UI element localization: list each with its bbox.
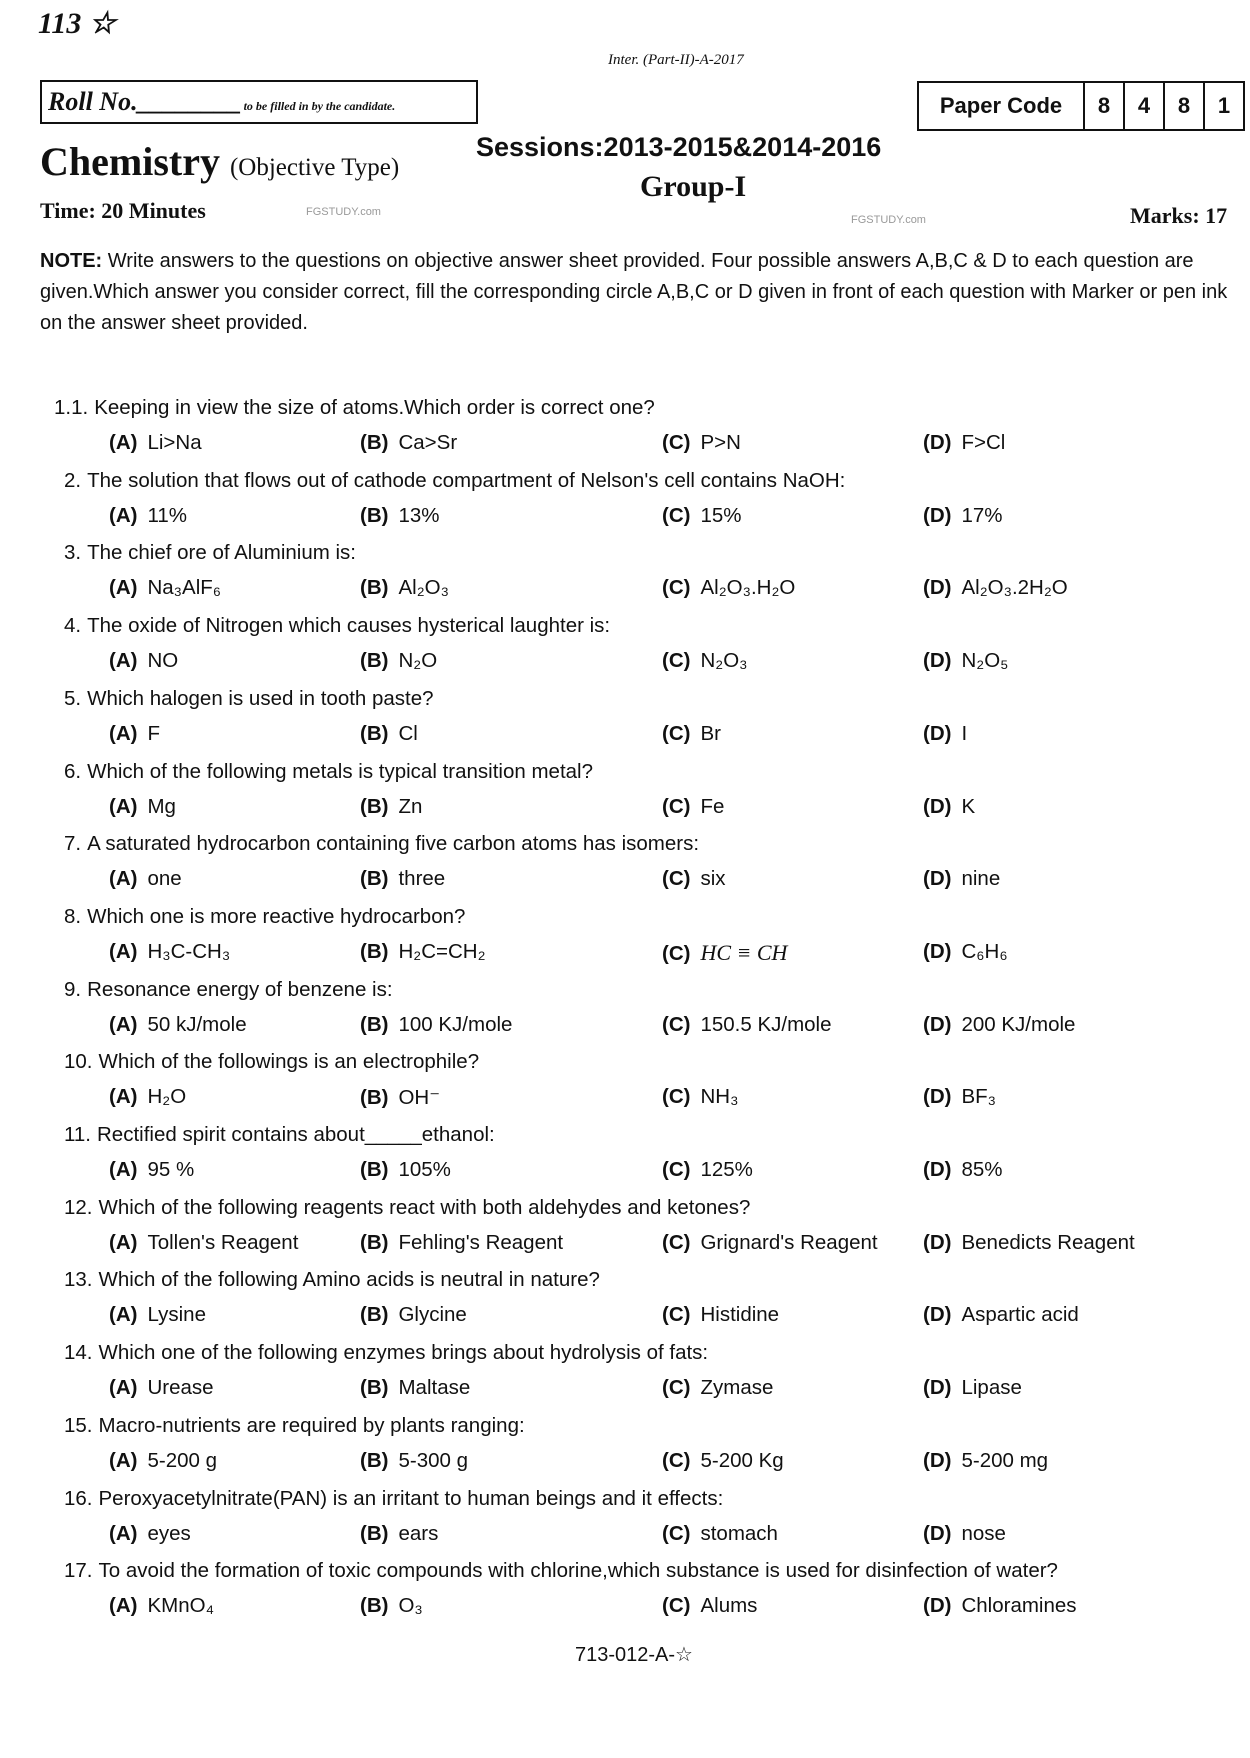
option-text: Mg (147, 794, 176, 818)
option-text: 5-200 g (147, 1448, 217, 1472)
question-text: A saturated hydrocarbon containing five carbon atoms has isomers: (87, 832, 700, 856)
option-b (360, 722, 418, 746)
option-letter: (C) (662, 721, 691, 745)
option-c (662, 1231, 878, 1255)
option-a (109, 431, 202, 455)
option-letter: (C) (662, 1448, 691, 1472)
option-a (109, 795, 176, 819)
option-d (923, 867, 1000, 891)
question-text: The solution that flows out of cathode compartment of Nelson's cell contains NaOH: (87, 468, 846, 492)
question-number: 5. (64, 686, 82, 710)
question-text: Keeping in view the size of atoms.Which order is correct one? (94, 396, 655, 419)
option-letter: (C) (662, 1594, 691, 1618)
option-c (662, 722, 721, 746)
option-letter: (C) (662, 1230, 691, 1254)
option-b (360, 1085, 440, 1110)
option-text: 105% (398, 1158, 451, 1181)
option-a (109, 1449, 217, 1473)
option-letter: (B) (360, 1158, 389, 1181)
question-number: 6. (64, 759, 82, 783)
option-letter: (A) (109, 1158, 138, 1181)
option-letter: (B) (360, 1594, 389, 1618)
option-letter: (A) (109, 721, 138, 745)
question-text: Rectified spirit contains about_____ethanol: (96, 1123, 495, 1146)
roll-number-box (40, 80, 478, 124)
paper-code-digit: 1 (1203, 83, 1243, 129)
option-text: Zn (398, 794, 423, 818)
question-6 (64, 760, 593, 784)
option-b (360, 1449, 468, 1473)
option-letter: (D) (923, 503, 952, 527)
option-letter: (C) (662, 1521, 691, 1545)
option-text: stomach (700, 1521, 778, 1545)
option-text: 150.5 KJ/mole (700, 1012, 832, 1036)
option-text: six (700, 867, 726, 891)
option-d (923, 504, 1003, 528)
option-letter: (A) (109, 1594, 138, 1618)
question-text: The oxide of Nitrogen which causes hysterical laughter is: (87, 614, 611, 638)
question-number: 12. (64, 1195, 93, 1219)
option-letter: (B) (360, 1303, 389, 1327)
paper-code-label: Paper Code (939, 93, 1063, 118)
option-letter: (C) (662, 1376, 691, 1400)
option-d (923, 1522, 1006, 1546)
option-text: H₂O (147, 1085, 187, 1109)
option-text: Na₃AlF₆ (147, 576, 222, 600)
question-7 (64, 832, 699, 856)
note (40, 246, 1235, 339)
option-text: O₃ (398, 1594, 423, 1618)
question-text: Which one of the following enzymes brings about hydrolysis of fats: (98, 1341, 709, 1365)
option-letter: (D) (923, 649, 952, 673)
question-text: Which halogen is used in tooth paste? (87, 686, 434, 710)
option-text: 15% (700, 503, 742, 527)
question-14 (64, 1341, 708, 1365)
option-letter: (A) (109, 1230, 138, 1254)
option-text: Al₂O₃ (398, 576, 449, 600)
option-b (360, 1158, 451, 1182)
option-text: C₆H₆ (961, 939, 1008, 963)
option-text: Urease (147, 1376, 214, 1400)
option-text: BF₃ (961, 1085, 997, 1109)
subject-type: (Objective Type) (229, 154, 400, 181)
option-letter: (A) (109, 1085, 138, 1109)
option-text: nine (961, 867, 1001, 891)
option-text: Zymase (700, 1376, 774, 1400)
question-9 (64, 978, 393, 1002)
question-text: Which of the following Amino acids is neutral in nature? (98, 1268, 600, 1292)
option-text: Aspartic acid (961, 1303, 1079, 1327)
option-letter: (A) (109, 1448, 138, 1472)
question-text: Peroxyacetylnitrate(PAN) is an irritant to human beings and it effects: (98, 1486, 724, 1510)
option-d (923, 1231, 1135, 1255)
question-2 (64, 469, 845, 493)
option-b (360, 1303, 467, 1327)
option-letter: (B) (360, 939, 389, 963)
option-text: H₂C=CH₂ (398, 939, 486, 963)
option-text: Br (700, 721, 721, 745)
paper-code-digit: 8 (1083, 83, 1123, 129)
option-text: I (961, 721, 968, 745)
option-letter: (D) (923, 431, 952, 454)
option-a (109, 649, 178, 673)
option-d (923, 1594, 1077, 1618)
option-b (360, 795, 422, 819)
question-number: 8. (64, 904, 82, 928)
option-c (662, 795, 724, 819)
option-letter: (B) (360, 867, 389, 891)
option-letter: (B) (360, 1086, 389, 1110)
option-text: Cl (398, 721, 418, 745)
subject: Chemistry (40, 139, 220, 184)
option-text: Histidine (700, 1303, 780, 1327)
option-text: 5-200 mg (961, 1448, 1049, 1472)
option-letter: (D) (923, 1376, 952, 1400)
option-text: Chloramines (961, 1594, 1077, 1618)
question-text: The chief ore of Aluminium is: (87, 541, 357, 565)
question-number: 17. (64, 1559, 93, 1583)
question-text: To avoid the formation of toxic compounds with chlorine,which substance is used for disinfection of water? (98, 1559, 1058, 1583)
question-8 (64, 905, 465, 929)
paper-code-box (917, 81, 1245, 131)
question-13 (64, 1268, 600, 1292)
option-letter: (D) (923, 1012, 952, 1036)
option-c (662, 1158, 753, 1182)
option-text: F (147, 721, 160, 745)
option-d (923, 722, 967, 746)
option-letter: (D) (923, 1230, 952, 1254)
question-10 (64, 1050, 479, 1074)
option-letter: (A) (109, 939, 138, 963)
option-letter: (C) (662, 867, 691, 891)
question-number: 13. (64, 1268, 93, 1292)
option-text: nose (961, 1521, 1006, 1545)
question-text: Which one is more reactive hydrocarbon? (87, 904, 466, 928)
option-d (923, 576, 1068, 600)
option-text: N₂O₅ (961, 649, 1009, 673)
option-letter: (B) (360, 794, 389, 818)
option-d (923, 1158, 1003, 1182)
option-a (109, 1376, 214, 1400)
option-text: Ca>Sr (398, 431, 458, 454)
option-letter: (D) (923, 1448, 952, 1472)
question-number: 15. (64, 1413, 93, 1437)
question-1 (54, 396, 655, 420)
option-letter: (B) (360, 721, 389, 745)
option-letter: (D) (923, 1521, 952, 1545)
option-text: three (398, 867, 446, 891)
question-number: 16. (64, 1486, 93, 1510)
option-text: Al₂O₃.2H₂O (961, 576, 1068, 600)
note-label: NOTE: (40, 250, 103, 272)
option-letter: (D) (923, 1303, 952, 1327)
option-text: Lipase (961, 1376, 1022, 1400)
question-text: Which of the following reagents react with both aldehydes and ketones? (98, 1195, 751, 1219)
option-letter: (D) (923, 939, 952, 963)
question-text: Which of the followings is an electrophile? (98, 1050, 480, 1074)
time: Time: 20 Minutes (40, 198, 206, 223)
option-c (662, 1522, 778, 1546)
option-letter: (A) (109, 1012, 138, 1036)
option-text: 95 % (147, 1158, 195, 1181)
watermark-logo (420, 760, 880, 960)
option-c (662, 504, 742, 528)
option-letter: (A) (109, 649, 138, 673)
option-b (360, 1522, 438, 1546)
option-b (360, 431, 457, 455)
option-letter: (A) (109, 794, 138, 818)
corner-mark: 113 ☆ (38, 7, 116, 40)
option-b (360, 649, 437, 673)
option-text: HC ≡ CH (700, 939, 788, 965)
question-12 (64, 1196, 750, 1220)
option-a (109, 1013, 247, 1037)
exam-title: Inter. (Part-II)-A-2017 (608, 52, 744, 68)
question-number: 9. (64, 977, 82, 1001)
option-c (662, 1449, 784, 1473)
watermark-text: FGSTUDY.com (851, 214, 926, 226)
option-a (109, 504, 187, 528)
option-letter: (D) (923, 867, 952, 891)
option-letter: (A) (109, 576, 138, 600)
option-c (662, 940, 787, 966)
option-text: Grignard's Reagent (700, 1230, 878, 1254)
marks: Marks: 17 (1130, 203, 1228, 228)
option-b (360, 940, 486, 964)
option-text: OH⁻ (398, 1086, 441, 1110)
option-letter: (C) (662, 794, 691, 818)
option-text: P>N (700, 431, 741, 454)
option-letter: (C) (662, 1085, 691, 1109)
option-letter: (A) (109, 1376, 138, 1400)
option-b (360, 576, 449, 600)
question-number: 11. (64, 1123, 91, 1146)
option-letter: (D) (923, 1158, 952, 1181)
option-letter: (D) (923, 576, 952, 600)
roll-label: Roll No.________ (48, 87, 242, 116)
question-text: Resonance energy of benzene is: (87, 977, 393, 1001)
option-letter: (D) (923, 721, 952, 745)
question-15 (64, 1414, 525, 1438)
question-5 (64, 687, 434, 711)
question-17 (64, 1559, 1058, 1583)
option-text: Li>Na (147, 431, 202, 454)
group: Group-I (640, 170, 747, 203)
option-text: NO (147, 649, 179, 673)
option-text: 200 KJ/mole (961, 1012, 1076, 1036)
option-letter: (A) (109, 1303, 138, 1327)
option-d (923, 431, 1005, 455)
option-d (923, 649, 1008, 673)
option-letter: (D) (923, 1594, 952, 1618)
option-text: Glycine (398, 1303, 467, 1327)
option-b (360, 1231, 563, 1255)
option-c (662, 649, 748, 673)
option-a (109, 1231, 298, 1255)
option-letter: (A) (109, 867, 138, 891)
roll-hint: to be filled in by the candidate. (243, 98, 396, 113)
option-letter: (B) (360, 1012, 389, 1036)
option-text: F>Cl (961, 431, 1006, 454)
option-text: 5-300 g (398, 1448, 468, 1472)
option-text: H₃C-CH₃ (147, 939, 231, 963)
option-letter: (C) (662, 1303, 691, 1327)
option-text: KMnO₄ (147, 1594, 214, 1618)
option-text: 85% (961, 1158, 1003, 1181)
option-c (662, 431, 741, 455)
option-letter: (D) (923, 1085, 952, 1109)
option-c (662, 867, 726, 891)
option-c (662, 1376, 773, 1400)
question-4 (64, 614, 610, 638)
question-number: 10. (64, 1050, 93, 1074)
question-number: 7. (64, 832, 82, 856)
question-number: 3. (64, 541, 82, 565)
option-a (109, 1158, 194, 1182)
note-text: Write answers to the questions on objective answer sheet provided. Four possible answers A,B,C & D to each question are given.Which answer you consider correct, fill the corresponding circle A,B,C or D given in front of each question with Marker or pen ink on the answer sheet provided. (40, 250, 1228, 334)
option-a (109, 1085, 186, 1109)
question-text: Macro-nutrients are required by plants ranging: (98, 1413, 525, 1437)
option-text: NH₃ (700, 1085, 739, 1109)
option-c (662, 576, 795, 600)
option-text: 125% (700, 1158, 753, 1181)
option-text: Lysine (147, 1303, 206, 1327)
option-text: Fehling's Reagent (398, 1230, 564, 1254)
option-letter: (B) (360, 576, 389, 600)
option-letter: (B) (360, 431, 389, 454)
option-text: 5-200 Kg (700, 1448, 784, 1472)
option-letter: (A) (109, 431, 138, 454)
option-letter: (A) (109, 503, 138, 527)
option-letter: (B) (360, 649, 389, 673)
option-letter: (C) (662, 1012, 691, 1036)
option-letter: (C) (662, 431, 691, 454)
option-a (109, 867, 182, 891)
option-letter: (B) (360, 1448, 389, 1472)
option-a (109, 1303, 206, 1327)
option-text: eyes (147, 1521, 191, 1545)
option-text: 13% (398, 503, 440, 527)
option-letter: (A) (109, 1521, 138, 1545)
option-b (360, 504, 440, 528)
option-d (923, 1085, 996, 1109)
question-number: 1.1. (54, 396, 89, 419)
option-text: Al₂O₃.H₂O (700, 576, 796, 600)
question-number: 14. (64, 1341, 93, 1365)
option-letter: (B) (360, 1230, 389, 1254)
option-text: N₂O (398, 649, 438, 673)
question-3 (64, 541, 356, 565)
option-letter: (B) (360, 1521, 389, 1545)
option-letter: (C) (662, 941, 691, 965)
footer-code: 713-012-A-☆ (575, 1644, 693, 1666)
option-c (662, 1303, 779, 1327)
option-a (109, 722, 160, 746)
question-number: 4. (64, 614, 82, 638)
option-d (923, 795, 975, 819)
question-16 (64, 1487, 723, 1511)
option-d (923, 1013, 1075, 1037)
option-c (662, 1594, 757, 1618)
option-a (109, 1522, 191, 1546)
option-b (360, 1013, 512, 1037)
option-letter: (C) (662, 1158, 691, 1181)
option-b (360, 1594, 423, 1618)
option-text: Maltase (398, 1376, 471, 1400)
question-11 (64, 1123, 495, 1147)
option-text: K (961, 794, 976, 818)
option-a (109, 1594, 214, 1618)
option-letter: (B) (360, 1376, 389, 1400)
option-text: 50 kJ/mole (147, 1012, 247, 1036)
option-text: 11% (147, 503, 187, 527)
paper-code-digit: 4 (1123, 83, 1163, 129)
option-a (109, 940, 230, 964)
sessions: Sessions:2013-2015&2014-2016 (476, 132, 882, 162)
option-letter: (C) (662, 503, 691, 527)
option-d (923, 1376, 1022, 1400)
option-c (662, 1013, 832, 1037)
option-b (360, 867, 445, 891)
watermark-text: FGSTUDY.com (306, 206, 381, 218)
option-text: Tollen's Reagent (147, 1230, 299, 1254)
option-d (923, 1303, 1079, 1327)
option-text: one (147, 867, 182, 891)
option-d (923, 940, 1008, 964)
option-letter: (B) (360, 503, 389, 527)
question-number: 2. (64, 468, 82, 492)
question-text: Which of the following metals is typical transition metal? (87, 759, 593, 783)
option-text: Alums (700, 1594, 758, 1618)
option-text: N₂O₃ (700, 649, 748, 673)
paper-code-digit: 8 (1163, 83, 1203, 129)
option-letter: (D) (923, 794, 952, 818)
option-b (360, 1376, 470, 1400)
option-d (923, 1449, 1048, 1473)
option-letter: (C) (662, 576, 691, 600)
option-text: Benedicts Reagent (961, 1230, 1135, 1254)
subject-title (40, 138, 399, 185)
option-text: ears (398, 1521, 439, 1545)
option-text: Fe (700, 794, 725, 818)
option-letter: (C) (662, 649, 691, 673)
option-text: 100 KJ/mole (398, 1012, 513, 1036)
option-c (662, 1085, 738, 1109)
option-text: 17% (961, 503, 1003, 527)
option-a (109, 576, 221, 600)
